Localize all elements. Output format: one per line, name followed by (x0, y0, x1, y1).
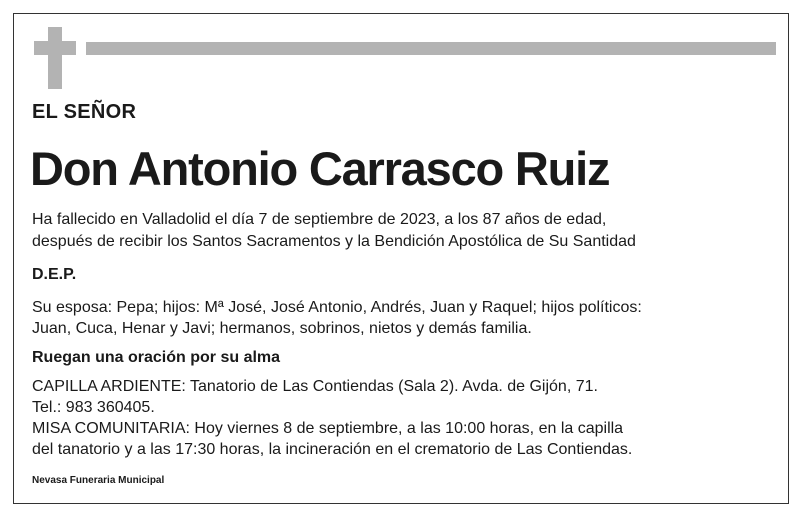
header-bar (86, 42, 776, 55)
dep-label: D.E.P. (32, 266, 77, 283)
prayer-request: Ruegan una oración por su alma (32, 349, 281, 366)
details-line: del tanatorio y a las 17:30 horas, la incineración en el crematorio de Las Contiendas. (32, 441, 633, 458)
family-line: Su esposa: Pepa; hijos: Mª José, José Antonio, Andrés, Juan y Raquel; hijos políticos: (32, 299, 642, 316)
details-line: MISA COMUNITARIA: Hoy viernes 8 de septiembre, a las 10:00 horas, en la capilla (32, 420, 624, 437)
cross-icon-arm (34, 41, 76, 55)
deceased-name: Don Antonio Carrasco Ruiz (30, 142, 610, 195)
details-line: CAPILLA ARDIENTE: Tanatorio de Las Contiendas (Sala 2). Avda. de Gijón, 71. (32, 378, 598, 395)
announcement-line: Ha fallecido en Valladolid el día 7 de septiembre de 2023, a los 87 años de edad, (32, 211, 607, 228)
announcement-line: después de recibir los Santos Sacramentos y la Bendición Apostólica de Su Santidad (32, 233, 636, 250)
honorific-prefix: EL SEÑOR (32, 101, 137, 123)
cross-icon (48, 27, 62, 89)
funeral-home-credit: Nevasa Funeraria Municipal (32, 475, 165, 486)
family-line: Juan, Cuca, Henar y Javi; hermanos, sobrinos, nietos y demás familia. (32, 320, 532, 337)
details-line: Tel.: 983 360405. (32, 399, 155, 416)
